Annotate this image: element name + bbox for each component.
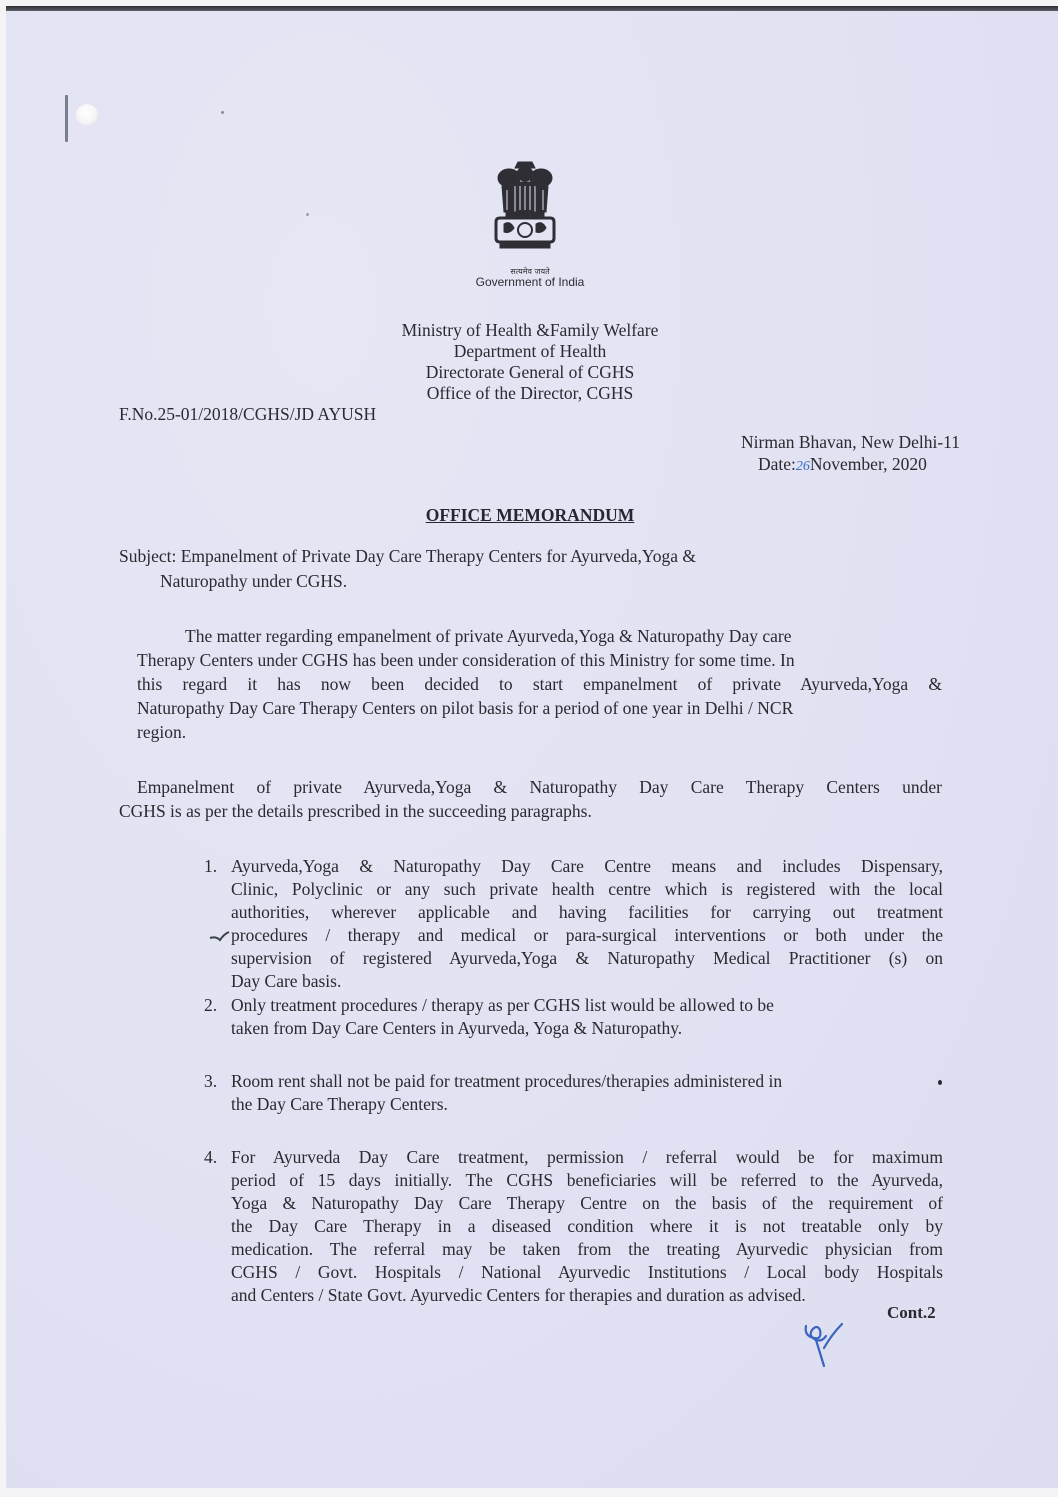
paragraph-2-line: Empanelment of private Ayurveda,Yoga & Naturopathy Day Care Therapy Centers under	[137, 777, 942, 797]
place: Nirman Bhavan, New Delhi-11	[741, 432, 961, 452]
list-item-1-line: Day Care basis.	[231, 971, 342, 991]
list-item-4-line: medication. The referral may be taken from the treating Ayurvedic physician from	[231, 1239, 943, 1259]
paragraph-1-line: The matter regarding empanelment of private Ayurveda,Yoga & Naturopathy Day care	[185, 626, 792, 646]
list-item-2-line: taken from Day Care Centers in Ayurveda, Yoga & Naturopathy.	[231, 1018, 683, 1038]
signature-icon	[800, 1318, 850, 1370]
directorate-name: Directorate General of CGHS	[425, 362, 635, 382]
memo-title: OFFICE MEMORANDUM	[425, 505, 635, 525]
list-item-4-line: period of 15 days initially. The CGHS beneficiaries will be referred to the Ayurveda,	[231, 1170, 943, 1190]
list-item-1-line: supervision of registered Ayurveda,Yoga & Naturopathy Medical Practitioner (s) on	[231, 948, 943, 968]
list-item-1-line: Ayurveda,Yoga & Naturopathy Day Care Centre means and includes Dispensary,	[231, 856, 943, 876]
list-item-4-line: CGHS / Govt. Hospitals / National Ayurvedic Institutions / Local body Hospitals	[231, 1262, 943, 1282]
date-rest: November, 2020	[809, 454, 927, 474]
pen-mark-icon	[209, 928, 231, 942]
emblem-motto: सत्यमेव जयते	[510, 267, 550, 276]
list-item-4-line: Yoga & Naturopathy Day Care Therapy Centre on the basis of the requirement of	[231, 1193, 943, 1213]
ministry-name: Ministry of Health &Family Welfare	[401, 320, 659, 340]
file-number: F.No.25-01/2018/CGHS/JD AYUSH	[119, 404, 377, 424]
list-item-1-line: authorities, wherever applicable and having facilities for carrying out treatment	[231, 902, 943, 922]
list-number: 3.	[204, 1071, 218, 1091]
ink-dot	[938, 1080, 942, 1085]
subject-line-2: Naturopathy under CGHS.	[160, 571, 348, 591]
page-top-edge	[6, 6, 1058, 11]
national-emblem-icon	[492, 158, 558, 260]
continuation-note: Cont.2	[887, 1303, 936, 1322]
list-item-1-line: procedures / therapy and medical or para-surgical interventions or both under the	[231, 925, 943, 945]
paragraph-1-line: Naturopathy Day Care Therapy Centers on pilot basis for a period of one year in Delhi / NCR	[137, 698, 794, 718]
list-item-4-line: For Ayurveda Day Care treatment, permission / referral would be for maximum	[231, 1147, 943, 1167]
date-line	[758, 454, 927, 477]
list-item-3-line: Room rent shall not be paid for treatment procedures/therapies administered in	[231, 1071, 783, 1091]
paragraph-2-line: CGHS is as per the details prescribed in the succeeding paragraphs.	[119, 801, 592, 821]
list-item-3-line: the Day Care Therapy Centers.	[231, 1094, 448, 1114]
list-number: 2.	[204, 995, 218, 1015]
emblem-caption: Government of India	[475, 275, 585, 289]
date-label: Date:	[758, 454, 796, 474]
list-number: 1.	[204, 856, 218, 876]
department-name: Department of Health	[453, 341, 607, 361]
list-item-4-line: the Day Care Therapy in a diseased condition where it is not treatable only by	[231, 1216, 943, 1236]
scan-speck	[221, 111, 224, 114]
list-item-4-line: and Centers / State Govt. Ayurvedic Centers for therapies and duration as advised.	[231, 1285, 806, 1305]
paragraph-1-line: Therapy Centers under CGHS has been under consideration of this Ministry for some time. In	[137, 650, 795, 670]
list-number: 4.	[204, 1147, 218, 1167]
subject-line-1: Subject: Empanelment of Private Day Care Therapy Centers for Ayurveda,Yoga &	[119, 546, 697, 566]
list-item-1-line: Clinic, Polyclinic or any such private health centre which is registered with the local	[231, 879, 943, 899]
paragraph-1-line: this regard it has now been decided to start empanelment of private Ayurveda,Yoga &	[137, 674, 942, 694]
paragraph-1-line: region.	[137, 722, 187, 742]
list-item-2-line: Only treatment procedures / therapy as per CGHS list would be allowed to be	[231, 995, 774, 1015]
binder-mark	[65, 95, 68, 142]
handwritten-day: 26	[795, 459, 810, 474]
scan-speck	[306, 213, 309, 216]
punch-hole	[76, 104, 98, 126]
office-name: Office of the Director, CGHS	[426, 383, 634, 403]
